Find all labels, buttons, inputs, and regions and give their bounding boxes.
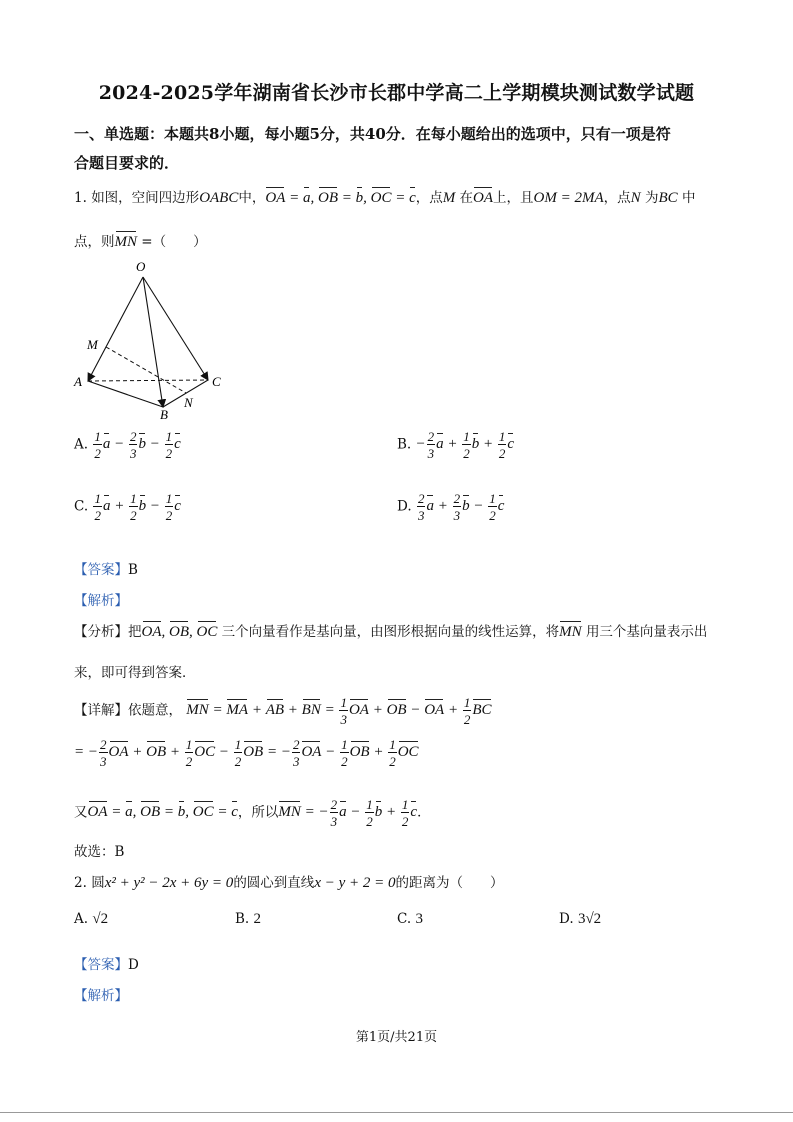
- segment-MN-dashed: [106, 347, 186, 393]
- section-header-line1: 一、单选题：本题共8小题，每小题5分，共40分．在每小题给出的选项中，只有一项是符: [74, 125, 671, 143]
- q2-stem: 2. 圆x² + y² − 2x + 6y = 0的圆心到直线x − y + 2 = 0的距离为（ ）: [74, 875, 504, 891]
- q1-option-b[interactable]: B. − $\frac{2}{3}$ a + $\frac{1}{2}$ b + $\frac{1}{2}$ c: [397, 429, 515, 461]
- q2-option-c[interactable]: C. 3: [397, 911, 423, 927]
- label-A: A: [74, 374, 82, 389]
- edge-OC: [143, 277, 208, 380]
- q1-number: 1.: [74, 190, 87, 206]
- q1-option-c[interactable]: C. $\frac{1}{2}$ a + $\frac{1}{2}$ b − $\frac{1}{2}$ c: [74, 491, 181, 523]
- q1-detail-line1: 【详解】依题意， MN = MA + AB + BN = $\frac{1}{3}$ OA + OB − OA + $\frac{1}{2}$ BC: [74, 695, 492, 727]
- tetrahedron-figure: [70, 255, 240, 425]
- edge-OB: [143, 277, 163, 407]
- q1-stem-line1: 1. 如图，空间四边形OABC中，OA = a, OB = b, OC = c，点M 在OA上，且OM = 2MA，点N 为BC 中: [74, 190, 696, 206]
- page-footer: 第1页/共21页: [355, 1030, 438, 1045]
- q1-option-d[interactable]: D. $\frac{2}{3}$ a + $\frac{2}{3}$ b − $\frac{1}{2}$ c: [397, 491, 505, 523]
- label-B: B: [160, 407, 168, 422]
- label-N: N: [184, 395, 193, 410]
- q1-stem-line2: 点，则MN =（ ）: [74, 234, 207, 250]
- q1-detail-line2: = − $\frac{2}{3}$ OA + OB + $\frac{1}{2}$ OC − $\frac{1}{2}$ OB = − $\frac{2}{3}$ OA − $\frac{1}{2}$ OB + $\frac{1}{2}$ OC: [74, 737, 419, 769]
- label-O: O: [136, 259, 146, 274]
- edge-OA: [88, 277, 143, 381]
- edge-AC-dashed: [88, 380, 208, 381]
- q2-option-d[interactable]: D. 3√2: [559, 911, 602, 927]
- label-M: M: [87, 337, 98, 352]
- q1-choose: 故选：B: [74, 844, 125, 860]
- q1-analysis-tag: 【解析】: [74, 593, 128, 609]
- q2-answer: 【答案】D: [74, 957, 139, 973]
- q2-number: 2.: [74, 875, 87, 891]
- label-C: C: [212, 374, 221, 389]
- page-title: 2024-2025学年湖南省长沙市长郡中学高二上学期模块测试数学试题: [98, 82, 695, 104]
- q1-fenxi-line1: 【分析】把OA, OB, OC 三个向量看作是基向量，由图形根据向量的线性运算，将MN 用三个基向量表示出: [74, 624, 708, 640]
- q2-option-b[interactable]: B. 2: [235, 911, 262, 927]
- q2-option-a[interactable]: A. √2: [74, 911, 109, 927]
- bottom-divider: [0, 1112, 793, 1113]
- q1-detail-line3: 又OA = a, OB = b, OC = c，所以MN = − $\frac{2}{3}$ a − $\frac{1}{2}$ b + $\frac{1}{2}$ c．: [74, 797, 431, 829]
- q1-answer: 【答案】B: [74, 562, 138, 578]
- edge-AB: [88, 381, 163, 407]
- q1-fenxi-line2: 来，即可得到答案．: [74, 665, 196, 681]
- q2-analysis-tag: 【解析】: [74, 988, 128, 1004]
- section-header-line2: 合题目要求的．: [74, 154, 180, 172]
- q1-option-a[interactable]: A. $\frac{1}{2}$ a − $\frac{2}{3}$ b − $\frac{1}{2}$ c: [74, 429, 181, 461]
